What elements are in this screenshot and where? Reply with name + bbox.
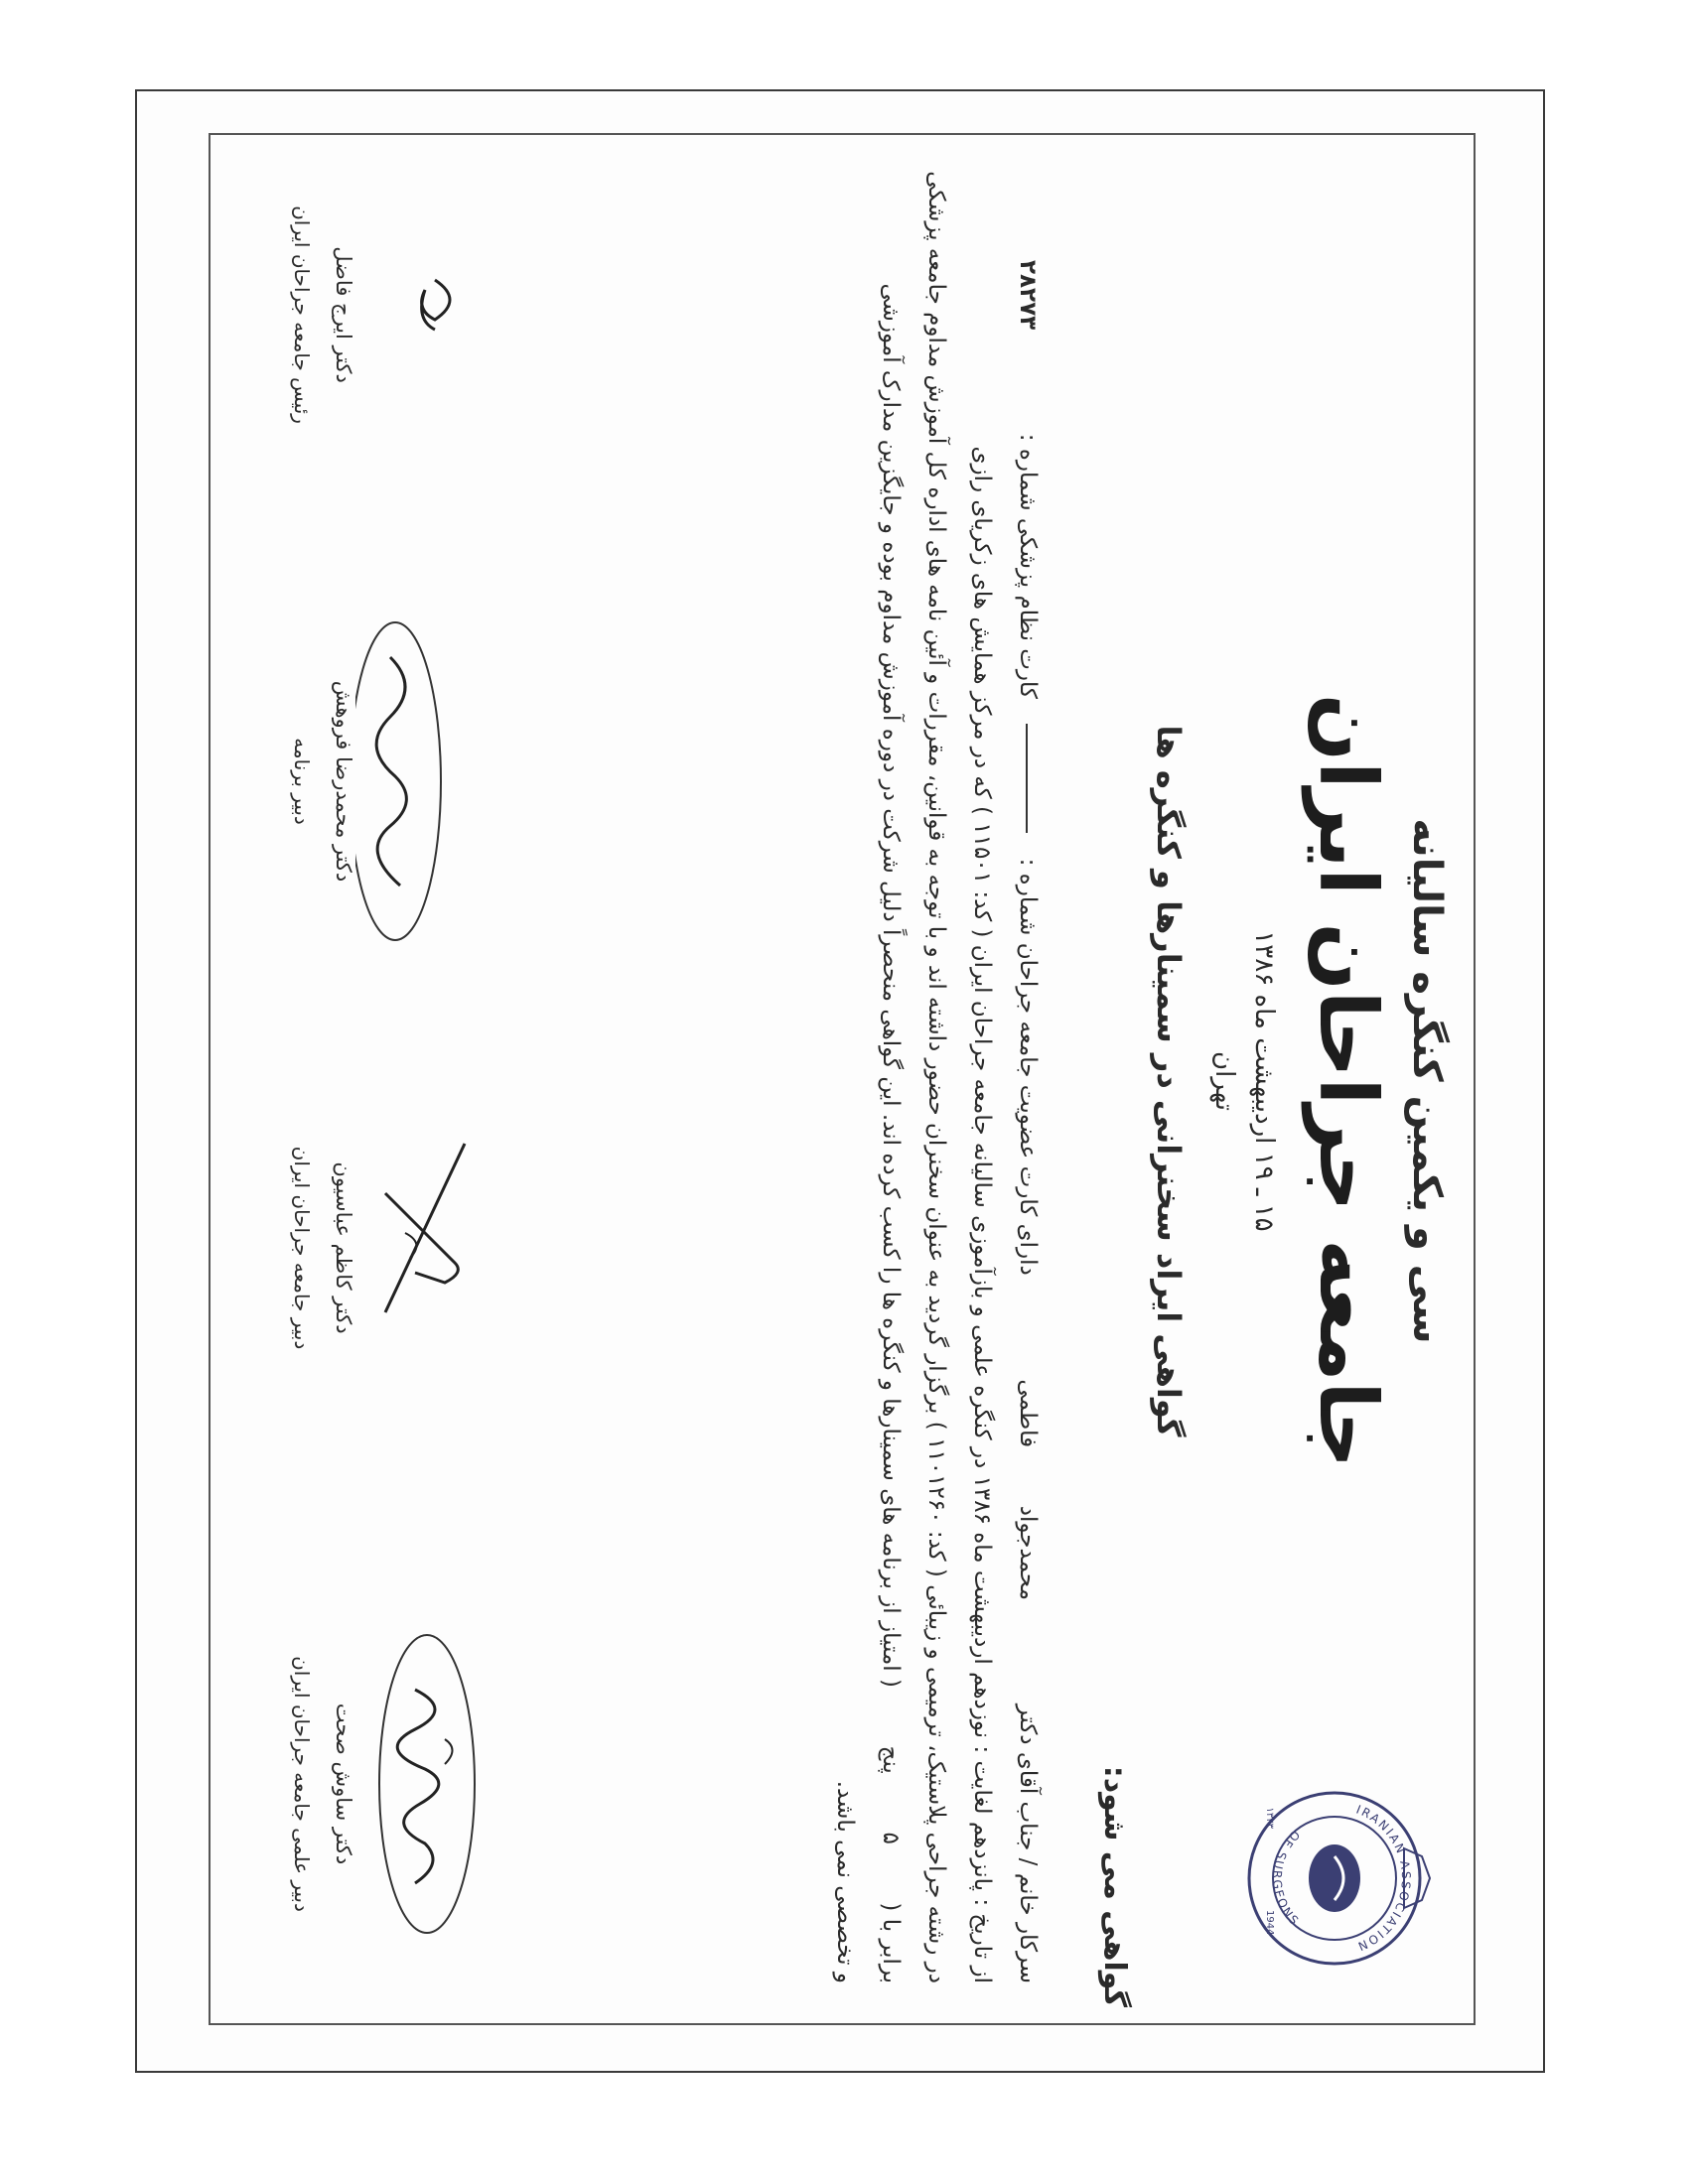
signatory-name: دکتر کاظم عباسیون: [332, 1161, 355, 1334]
recipient-lead: سرکار خانم / جناب آقای دکتر: [1015, 1704, 1041, 1983]
association-title: جامعه جراحان ایران: [1302, 693, 1394, 1469]
certificate-sheet: [135, 89, 1545, 2073]
signatory-role: دبیر برنامه: [290, 738, 314, 825]
body-line-field: در رشته جراحی پلاستیک، ترمیمی و زیبائی ( کد: ۱۱۰۱۲۶۰ ) برگزار گردید به عنوان سخنران حضور داشته اند و با توجه به قوانین، مقررات و آئین نامه های اداره کل آموزش مداوم جامعه پزشکی: [923, 171, 949, 1983]
logo-text-bottom: OF SURGEONS: [1269, 1827, 1303, 1930]
handwritten-signature: [355, 617, 504, 945]
body-line-closing: و تخصصی نمی باشد.: [832, 1780, 858, 1983]
recipient-last-name: فاطمی: [1015, 1379, 1041, 1448]
credits-number: ۵: [878, 1832, 904, 1844]
handwritten-signature: [355, 1084, 504, 1412]
signatory-role: رئیس جامعه جراحان ایران: [290, 205, 314, 424]
logo-year-right: 1944: [1264, 1910, 1275, 1936]
association-logo: [1243, 1779, 1442, 1978]
credits-lead: برابر با (: [878, 1902, 904, 1983]
certificate-content: [211, 135, 1477, 2027]
congress-city: تهران: [1209, 1051, 1239, 1111]
svg-text:IRANIAN ASSOCIATION: [1354, 1803, 1413, 1955]
logo-text-top: IRANIAN ASSOCIATION: [1353, 1802, 1414, 1955]
signatory-role: دبیر جامعه جراحان ایران: [290, 1146, 314, 1350]
signatory-name: دکتر ایرج فاضل: [332, 246, 355, 383]
signature-block-secretary: [290, 1084, 504, 1412]
credits-word: پنج: [878, 1745, 904, 1774]
body-line-recipient: [1013, 256, 1041, 1983]
congress-date: ۱۵ ـ ۱۹ اردیبهشت ماه ۱۳۸۶: [1249, 930, 1279, 1232]
credits-text: ( امتیاز از برنامه های سمینارها و کنگره ها را کسب کرده اند. این گواهی منحصراً دلیل شرکت در دوره آموزش مداوم بوده و جایگزین مدارک آموزشی: [878, 283, 904, 1688]
certify-label: گواهی می شود:: [1097, 1765, 1132, 2007]
signature-block-scientific-secretary: [290, 1620, 504, 1948]
medical-license-label: کارت نظام پزشکی شماره :: [1015, 433, 1041, 699]
logo-year-left: ۱۳۲۳: [1264, 1807, 1275, 1829]
certificate-subtitle: گواهی ایراد سخنرانی در سمینارها و کنگره ها: [1150, 725, 1188, 1437]
signatory-role: دبیر علمی جامعه جراحان ایران: [290, 1656, 314, 1912]
membership-label: دارای کارت عضویت جامعه جراحان شماره :: [1015, 858, 1041, 1276]
membership-number-blank: [1027, 724, 1029, 833]
handwritten-signature: [355, 1620, 504, 1948]
body-line-dates: از تاریخ : پانزدهم لغایت : نوزدهم اردیبهشت ماه ۱۳۸۶ در کنگره علمی و بازآموزی سالیانه جامعه جراحان ایران ( کد: ۱۱۵۰۱ ) که در مرکز همایش های زکریای رازی: [969, 446, 995, 1983]
certificate-border: [209, 133, 1476, 2025]
congress-heading: سی و یکمین کنگره سالیانه: [1404, 818, 1450, 1344]
signature-block-program-secretary: [290, 617, 504, 945]
handwritten-signature: [355, 151, 504, 478]
medical-license-number: ۲۸۲۷۳: [1015, 259, 1041, 331]
signatory-name: دکتر محمدرضا فروهش: [332, 680, 355, 883]
signature-block-president: [290, 151, 504, 478]
signatory-name: دکتر ساوش صحت: [332, 1703, 355, 1865]
body-line-credits: [876, 256, 904, 1983]
recipient-first-name: محمدجواد: [1015, 1505, 1041, 1601]
